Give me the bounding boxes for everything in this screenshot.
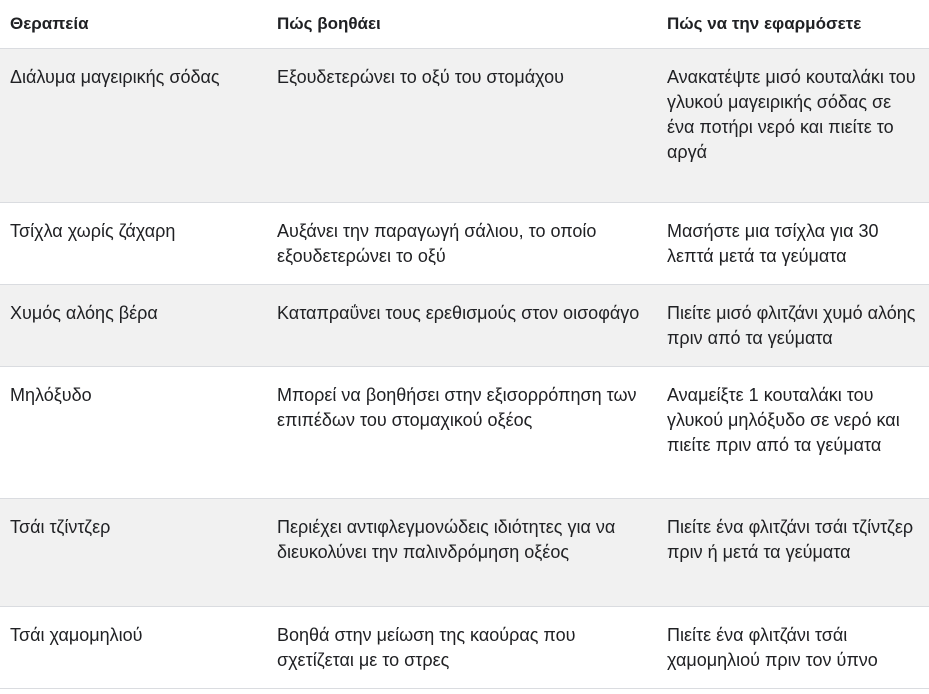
cell-how-apply: Αναμείξτε 1 κουταλάκι του γλυκού μηλόξυδο σε νερό και πιείτε πριν από τα γεύματα [657,366,929,498]
cell-how-apply: Ανακατέψτε μισό κουταλάκι του γλυκού μαγειρικής σόδας σε ένα ποτήρι νερό και πιείτε το αργά [657,48,929,202]
cell-remedy: Χυμός αλόης βέρα [0,284,267,366]
cell-remedy: Τσάι τζίντζερ [0,498,267,606]
table-row [0,498,929,606]
table-row [0,606,929,688]
cell-how-apply: Πιείτε ένα φλιτζάνι τσάι χαμομηλιού πριν τον ύπνο [657,606,929,688]
cell-how-apply: Πιείτε μισό φλιτζάνι χυμό αλόης πριν από τα γεύματα [657,284,929,366]
table-header-row [0,0,929,48]
header-how-helps: Πώς βοηθάει [267,0,657,48]
cell-how-apply: Πιείτε ένα φλιτζάνι τσάι τζίντζερ πριν ή μετά τα γεύματα [657,498,929,606]
cell-how-helps: Μπορεί να βοηθήσει στην εξισορρόπηση των επιπέδων του στομαχικού οξέος [267,366,657,498]
cell-how-helps: Καταπραΰνει τους ερεθισμούς στον οισοφάγο [267,284,657,366]
table-row [0,202,929,284]
cell-how-helps: Βοηθά στην μείωση της καούρας που σχετίζεται με το στρες [267,606,657,688]
table-row [0,48,929,202]
cell-how-apply: Μασήστε μια τσίχλα για 30 λεπτά μετά τα γεύματα [657,202,929,284]
header-remedy: Θεραπεία [0,0,267,48]
table-row [0,366,929,498]
cell-remedy: Τσάι χαμομηλιού [0,606,267,688]
cell-remedy: Διάλυμα μαγειρικής σόδας [0,48,267,202]
cell-remedy: Τσίχλα χωρίς ζάχαρη [0,202,267,284]
cell-how-helps: Περιέχει αντιφλεγμονώδεις ιδιότητες για να διευκολύνει την παλινδρόμηση οξέος [267,498,657,606]
cell-how-helps: Αυξάνει την παραγωγή σάλιου, το οποίο εξουδετερώνει το οξύ [267,202,657,284]
cell-how-helps: Εξουδετερώνει το οξύ του στομάχου [267,48,657,202]
cell-remedy: Μηλόξυδο [0,366,267,498]
header-how-apply: Πώς να την εφαρμόσετε [657,0,929,48]
table-row [0,284,929,366]
